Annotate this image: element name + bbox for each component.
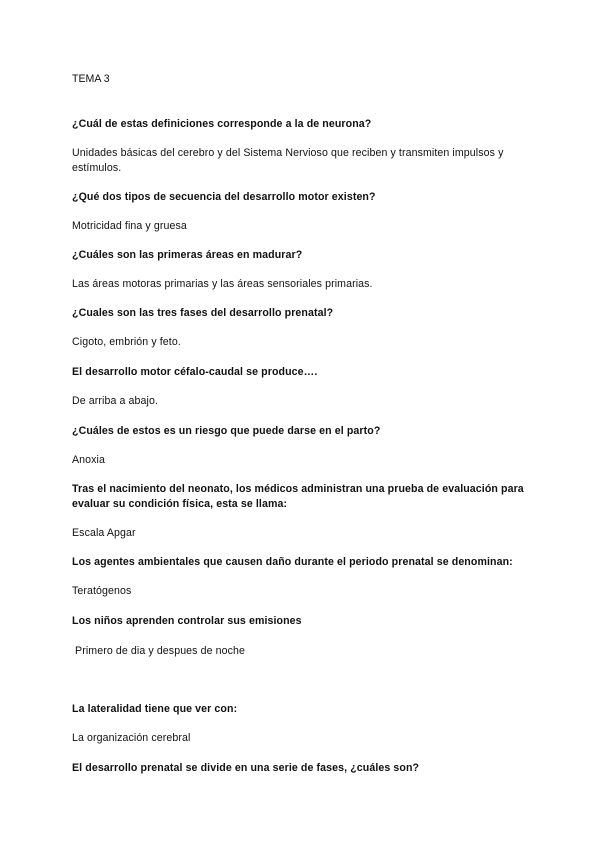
question-7: Tras el nacimiento del neonato, los médicos administran una prueba de evaluación para evaluar su condición física, esta se llama: bbox=[72, 483, 524, 510]
document-title: TEMA 3 bbox=[72, 73, 110, 85]
answer-2: Motricidad fina y gruesa bbox=[72, 220, 187, 232]
question-11: El desarrollo prenatal se divide en una serie de fases, ¿cuáles son? bbox=[72, 762, 420, 774]
answer-5: De arriba a abajo. bbox=[72, 395, 159, 407]
question-8: Los agentes ambientales que causen daño durante el periodo prenatal se denominan: bbox=[72, 556, 513, 568]
question-6: ¿Cuáles de estos es un riesgo que puede darse en el parto? bbox=[72, 425, 381, 437]
answer-8: Teratógenos bbox=[72, 585, 132, 597]
answer-9: Primero de dia y despues de noche bbox=[72, 645, 246, 657]
question-1: ¿Cuál de estas definiciones corresponde a la de neurona? bbox=[72, 118, 372, 130]
answer-3: Las áreas motoras primarias y las áreas sensoriales primarias. bbox=[72, 278, 373, 290]
question-10: La lateralidad tiene que ver con: bbox=[72, 703, 238, 715]
answer-1: Unidades básicas del cerebro y del Sistema Nervioso que reciben y transmiten impulsos y estímulos. bbox=[72, 147, 504, 174]
question-3: ¿Cuáles son las primeras áreas en madurar? bbox=[72, 249, 303, 261]
question-9: Los niños aprenden controlar sus emisiones bbox=[72, 615, 302, 627]
answer-10: La organización cerebral bbox=[72, 732, 191, 744]
answer-6: Anoxia bbox=[72, 454, 105, 466]
question-5: El desarrollo motor céfalo-caudal se produce…. bbox=[72, 366, 318, 378]
question-2: ¿Qué dos tipos de secuencia del desarrollo motor existen? bbox=[72, 191, 376, 203]
answer-7: Escala Apgar bbox=[72, 527, 136, 539]
answer-4: Cigoto, embrión y feto. bbox=[72, 336, 181, 348]
question-4: ¿Cuales son las tres fases del desarrollo prenatal? bbox=[72, 307, 334, 319]
